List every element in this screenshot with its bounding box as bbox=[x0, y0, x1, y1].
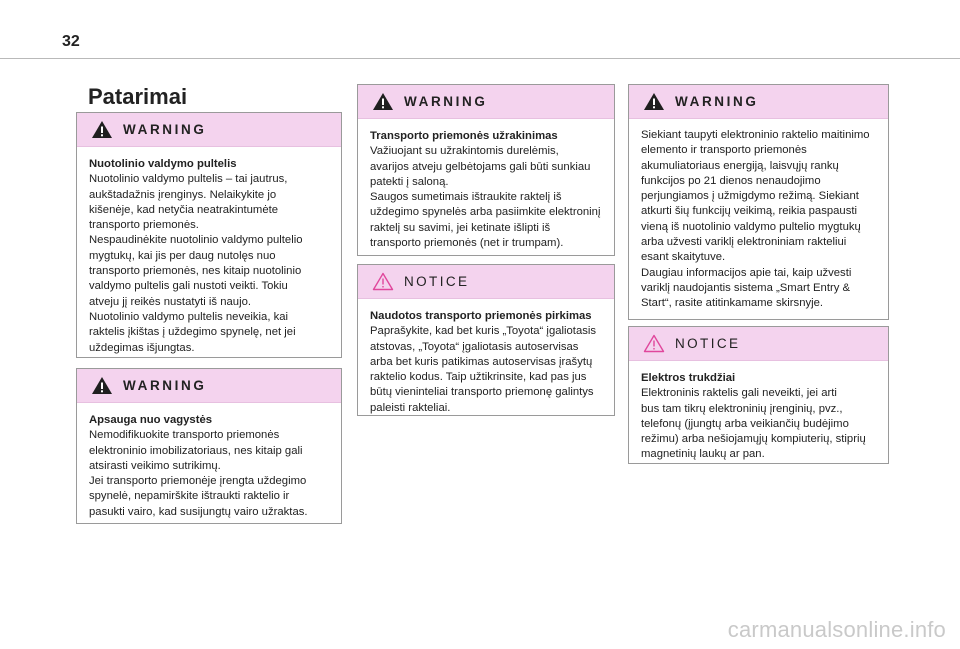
box-text: Nuotolinio valdymo pultelis – tai jautrus, aukštadažnis įrenginys. Nelaikykite jo kišenėje, kad netyčia neatrakintumėte transporto priemonės. Nespaudinėkite nuotolinio valdymo pultelio mygtukų, kai jis per daug nutolęs nuo transporto priemonės, nes kitaip nuotolinio valdymo pultelis gali nustoti veikti. Tokiu atveju jį reikės nustatyti iš naujo. Nuotolinio valdymo pultelis neveikia, kai raktelis įkištas į uždegimo spynelę, net jei uždegimas išjungtas. bbox=[89, 173, 303, 354]
warning-triangle-icon bbox=[643, 92, 665, 111]
notice-label: NOTICE bbox=[404, 274, 470, 289]
box-title: Elektros trukdžiai bbox=[641, 372, 736, 384]
box-text: Nemodifikuokite transporto priemonės elektroninio imobilizatoriaus, nes kitaip gali atsirasti veikimo sutrikimų. Jei transporto priemonėje įrengta uždegimo spynelė, nepamirškite ištraukti raktelio ir pasukti vairo, kad susijungtų vairo užraktas. bbox=[89, 429, 308, 518]
warning-box-theft-protection bbox=[76, 368, 342, 524]
notice-triangle-icon bbox=[643, 334, 665, 353]
box-title: Naudotos transporto priemonės pirkimas bbox=[370, 310, 592, 322]
box-body bbox=[77, 147, 341, 356]
notice-header bbox=[629, 327, 888, 361]
notice-header bbox=[358, 265, 614, 299]
box-text: Siekiant taupyti elektroninio raktelio maitinimo elemento ir transporto priemonės akumuliatoriaus energiją, laisvųjų rankų funkcijos po 21 dienos nenaudojimo perjungiamos į užmigdymo režimą. Siekiant atkurti šių funkcijų veikimą, reikia paspausti vieną iš nuotolinio valdymo pultelio mygtukų arba užvesti variklį elektroniniam rakteliui esant skaitytuve. Daugiau informacijos apie tai, kaip užvesti variklį naudojantis sistema „Smart Entry & Start“, rasite atitinkamame skirsnyje. bbox=[641, 129, 870, 310]
notice-triangle-icon bbox=[372, 272, 394, 291]
warning-header bbox=[358, 85, 614, 119]
top-rule bbox=[0, 58, 960, 59]
watermark: carmanualsonline.info bbox=[727, 617, 946, 642]
box-title: Nuotolinio valdymo pultelis bbox=[89, 158, 237, 170]
box-text: Važiuojant su užrakintomis durelėmis, avarijos atveju gelbėtojams gali būti sunkiau patekti į saloną. Saugos sumetimais ištraukite raktelį iš uždegimo spynelės arba pasiimkite elektroninį raktelį su savimi, jei ketinate išlipti iš transporto priemonės (net ir trumpam). bbox=[370, 145, 601, 250]
warning-header bbox=[77, 369, 341, 403]
box-body bbox=[358, 299, 614, 416]
box-body bbox=[77, 403, 341, 520]
warning-triangle-icon bbox=[91, 376, 113, 395]
warning-label: WARNING bbox=[123, 378, 207, 393]
box-title: Apsauga nuo vagystės bbox=[89, 414, 213, 426]
warning-box-vehicle-locking bbox=[357, 84, 615, 256]
page-number: 32 bbox=[62, 33, 80, 50]
box-title: Transporto priemonės užrakinimas bbox=[370, 130, 558, 142]
warning-triangle-icon bbox=[372, 92, 394, 111]
box-text: Paprašykite, kad bet kuris „Toyota“ įgaliotasis atstovas, „Toyota“ įgaliotasis autoservisas arba bet kuris patikimas autoservisas įrašytų raktelio kodus. Taip užtikrinsite, kad pas jus būtų vieninteliai transporto priemonę galintys paleisti rakteliai. bbox=[370, 325, 597, 414]
notice-box-electrical-interference bbox=[628, 326, 889, 464]
notice-box-used-vehicle bbox=[357, 264, 615, 416]
warning-box-remote-control bbox=[76, 112, 342, 358]
box-body bbox=[629, 119, 888, 312]
warning-label: WARNING bbox=[404, 94, 488, 109]
warning-box-sleep-mode bbox=[628, 84, 889, 320]
warning-label: WARNING bbox=[675, 94, 759, 109]
box-body bbox=[358, 119, 614, 251]
warning-header bbox=[629, 85, 888, 119]
section-title: Patarimai bbox=[88, 84, 188, 109]
warning-triangle-icon bbox=[91, 120, 113, 139]
warning-label: WARNING bbox=[123, 122, 207, 137]
box-text: Elektroninis raktelis gali neveikti, jei arti bus tam tikrų elektroninių įrenginių, pvz., telefonų (įjungtų arba veikiančių budėjimo režimu) arba nešiojamųjų kompiuterių, stiprių magnetinių laukų ar pan. bbox=[641, 387, 866, 461]
warning-header bbox=[77, 113, 341, 147]
notice-label: NOTICE bbox=[675, 336, 741, 351]
box-body bbox=[629, 361, 888, 463]
